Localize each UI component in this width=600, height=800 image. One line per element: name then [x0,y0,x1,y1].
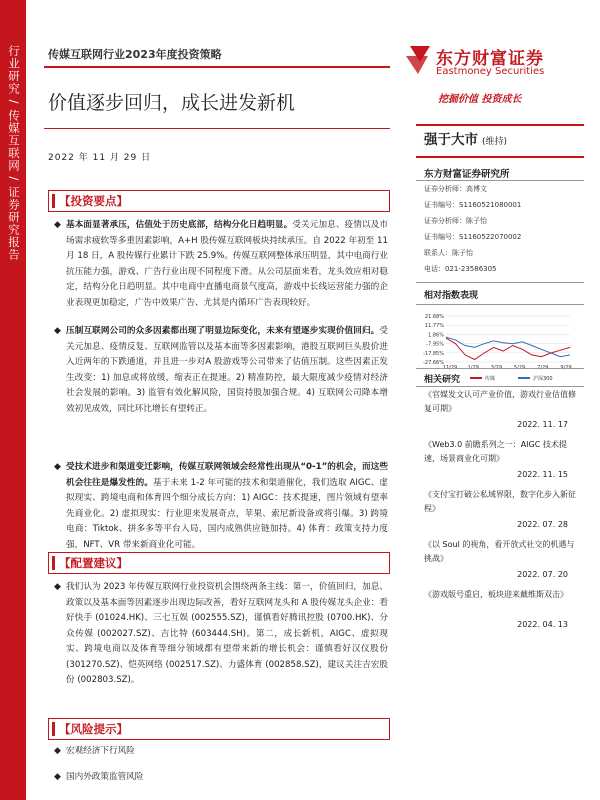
report-date: 2022 年 11 月 29 日 [48,153,152,163]
chart-title-divider [416,304,584,305]
section-marker [52,194,55,208]
y-tick-label: 11.77% [424,323,444,330]
diamond-bullet-icon: ◆ [54,772,61,782]
diamond-bullet-icon: ◆ [54,746,61,756]
header-divider [44,66,390,68]
sidebar-band [0,0,26,800]
diamond-bullet-icon: ◆ [54,582,61,592]
risk-item: 国内外政策监管风险 [66,772,144,782]
y-tick-label: 21.68% [424,314,444,320]
y-tick-label: -7.95% [426,341,444,348]
brand-name: 东方财富证券 [436,49,544,69]
related-date: 2022. 11. 17 [517,420,568,429]
institute-name: 东方财富证券研究所 [424,169,510,180]
related-title-divider [416,386,584,387]
section-title: 【风险提示】 [59,722,128,736]
rating-top-divider [416,124,584,126]
paragraph-body: 受关元加息、疫情以及市场需求疲软等多重因素影响，A+H 股传媒互联网板块持续承压。自 2022 年初至 11 月 18 日，A 股传媒行业累计下跌 25.9%。传媒互联网整体承压明显，其中电商行业抗压能力强，游戏、广告行业出现不同程度下滑。从公司层面来看，龙头效应相对稳定，结构分化日趋明显。其中电商中直播电商景气度高，游戏中长线运营能力强的企业表现更加稳定，广告中效果广告、尤其是内循环广告表现较好。 [66,220,388,308]
paragraph [66,324,388,417]
related-item[interactable]: 《以 Soul 的视角，看开放式社交的机遇与挑战》 [424,540,575,563]
paragraph-body: 基于未来 1-2 年可能的技术和渠道催化，我们选取 AIGC、虚拟现实、跨境电商和体育四个细分成长方向：1) AIGC：技术提速，图片领域有望率先商业化。2) 虚拟现实：行业迎来发展奇点，苹果、索尼新设备或将引爆。3) 跨境电商：Tiktok、拼多多等平台入局，国内成熟供应链加持。4) 体育：政策支持力度强，NFT、VR 带来新商业化可能。 [66,477,388,550]
related-date: 2022. 11. 15 [517,470,568,479]
page-title: 价值逐步回归，成长进发新机 [48,92,296,114]
paragraph-lead: 压制互联网公司的众多因素都出现了明显边际变化，未来有望逐步实现价值回归。 [66,326,380,336]
section-investment-header [48,190,390,212]
brand-slogan: 挖掘价值 投资成长 [438,94,522,105]
y-tick-label: 1.86% [428,332,444,339]
related-date: 2022. 07. 28 [517,520,568,529]
section-marker [52,556,55,570]
related-top-divider [416,368,584,369]
paragraph [66,460,388,553]
analyst-line: 电话：021-23586305 [424,265,497,273]
brand-name-en: Eastmoney Securities [436,66,545,77]
diamond-bullet-icon: ◆ [54,462,61,472]
title-divider [44,128,390,129]
y-tick-label: -17.85% [423,350,444,357]
related-item[interactable]: 《Web3.0 前瞻系列之一：AIGC 技术提速，场景商业化可期》 [424,440,567,463]
rating-bottom-divider [416,156,584,158]
paragraph-lead: 基本面显著承压，估值处于历史底部，结构分化日趋明显。 [66,220,293,230]
rating-label: 强于大市 [424,132,478,148]
analyst-line: 联系人：陈子怡 [424,249,473,257]
series-line [446,338,570,359]
related-item[interactable]: 《官媒发文认可产业价值，游戏行业估值修复可期》 [424,390,576,413]
section-risk-header [48,718,390,740]
legend-label: 沪深300 [533,376,553,382]
analyst-line: 证券分析师：陈子怡 [424,217,487,225]
diamond-bullet-icon: ◆ [54,326,61,336]
analyst-line: 证书编号：S1160521080001 [424,201,522,209]
section-title: 【投资要点】 [59,194,128,208]
section-title: 【配置建议】 [59,556,128,570]
related-title: 相关研究 [424,375,461,385]
related-date: 2022. 04. 13 [517,620,568,629]
paragraph: 我们认为 2023 年传媒互联网行业投资机会围绕两条主线：第一，价值回归，加息、政策以及基本面等因素逐步出现边际改善，看好互联网龙头和 A 股传媒龙头企业：看好快手 (01024.HK)、三七互娱 (002555.SZ)，谨慎看好腾讯控股 (0700.HK)、分众传媒 (002027.SZ)、吉比特 (603444.SH)。第二，成长新机，AIGC、虚拟现实、跨境电商以及体育等细分领域都有望带来新的增长机会：谨慎看好汉仪股份 (301270.SZ)、恺英网络 (002517.SZ)、力盛体育 (002858.SZ)，建议关注吉宏股份 (002803.SZ)。 [66,582,388,685]
chart-title: 相对指数表现 [424,291,479,301]
diamond-bullet-icon: ◆ [54,220,61,230]
chart-top-divider [416,282,584,283]
risk-item: 宏观经济下行风险 [66,746,135,756]
related-date: 2022. 07. 20 [517,570,568,579]
rating-block [424,128,507,148]
analyst-line: 证书编号：S1160522070002 [424,233,522,241]
legend-label: 传媒 [485,376,496,382]
institute-divider [416,180,584,181]
report-subtitle: 传媒互联网行业2023年度投资策略 [48,48,222,61]
sidebar-label: 行业研究 / 传媒互联网 / 证券研究报告 [7,45,21,261]
analyst-line: 证券分析师：高博文 [424,185,487,193]
paragraph [66,218,388,311]
paragraph-lead: 受技术进步和渠道变迁影响，传媒互联网领域会经常性出现从“0-1”的机会，而这些机会往往是爆发性的。 [66,462,388,488]
section-marker [52,722,55,736]
paragraph-body: 受关元加息、疫情反复、互联网监管以及基本面等多因素影响，港股互联网巨头股价进入近两年的下跌通道，并且进一步对A 股游戏等公司带来了估值压制。这些因素正发生改变：1) 加息或将放缓，缩表正在提速。2) 精准防控，最大限度减少疫情对经济社会发展的影响。3) 监管有效化解风险，国资持股加强合规。4) 互联网公司降本增效初见成效，同比环比增长有望转正。 [66,326,388,414]
related-item[interactable]: 《支付宝打破公私域界限，数字化步入新征程》 [424,490,576,513]
rating-note: (维持) [482,137,508,147]
related-item[interactable]: 《游戏版号重启，板块迎来戴维斯双击》 [424,590,568,599]
y-tick-label: -27.66% [423,360,444,366]
section-advice-header [48,552,390,574]
